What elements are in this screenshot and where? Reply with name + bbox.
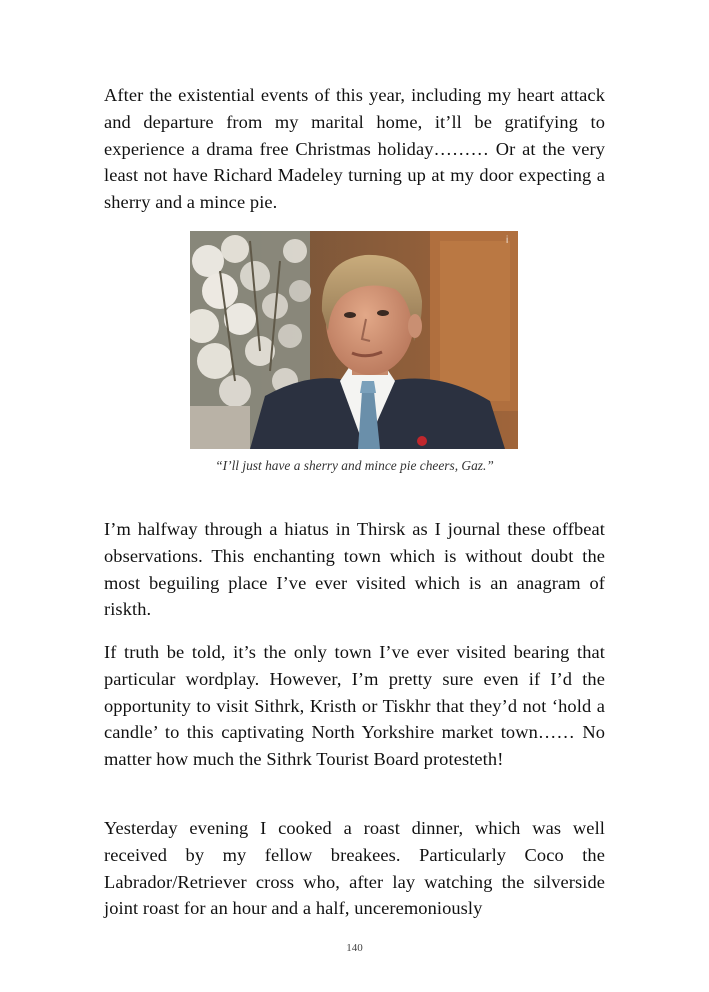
svg-text:i: i bbox=[506, 235, 509, 246]
photo-man-in-suit bbox=[190, 231, 518, 449]
paragraph-wordplay: If truth be told, it’s the only town I’ve ever visited bearing that particular wordplay. However, I’m pretty sure even if I’d the opportunity to visit Sithrk, Kristh or Tiskhr that they’d not ‘hold a candle’ to this captivating North Yorkshire market town…… No matter how much the Sithrk Tourist Board protesteth! bbox=[104, 642, 605, 770]
paragraph-roast-dinner: Yesterday evening I cooked a roast dinner, which was well received by my fellow breakees. Particularly Coco the Labrador/Retriever cross who, after lay watching the silverside joint roast for an hour and a half, unceremoniously bbox=[104, 818, 605, 919]
paragraph-intro: After the existential events of this year, including my heart attack and departure from my marital home, it’ll be gratifying to experience a drama free Christmas holiday……… Or at the very least not have Richard Madeley turning up at my door expecting a sherry and a mince pie. bbox=[104, 85, 605, 213]
paragraph-thirsk: I’m halfway through a hiatus in Thirsk as I journal these offbeat observations. This enchanting town which is without doubt the most beguiling place I’ve ever visited which is an anagram of riskth. bbox=[104, 519, 605, 620]
photo-caption: “I’ll just have a sherry and mince pie cheers, Gaz.” bbox=[215, 458, 494, 473]
page-number: 140 bbox=[346, 942, 363, 954]
